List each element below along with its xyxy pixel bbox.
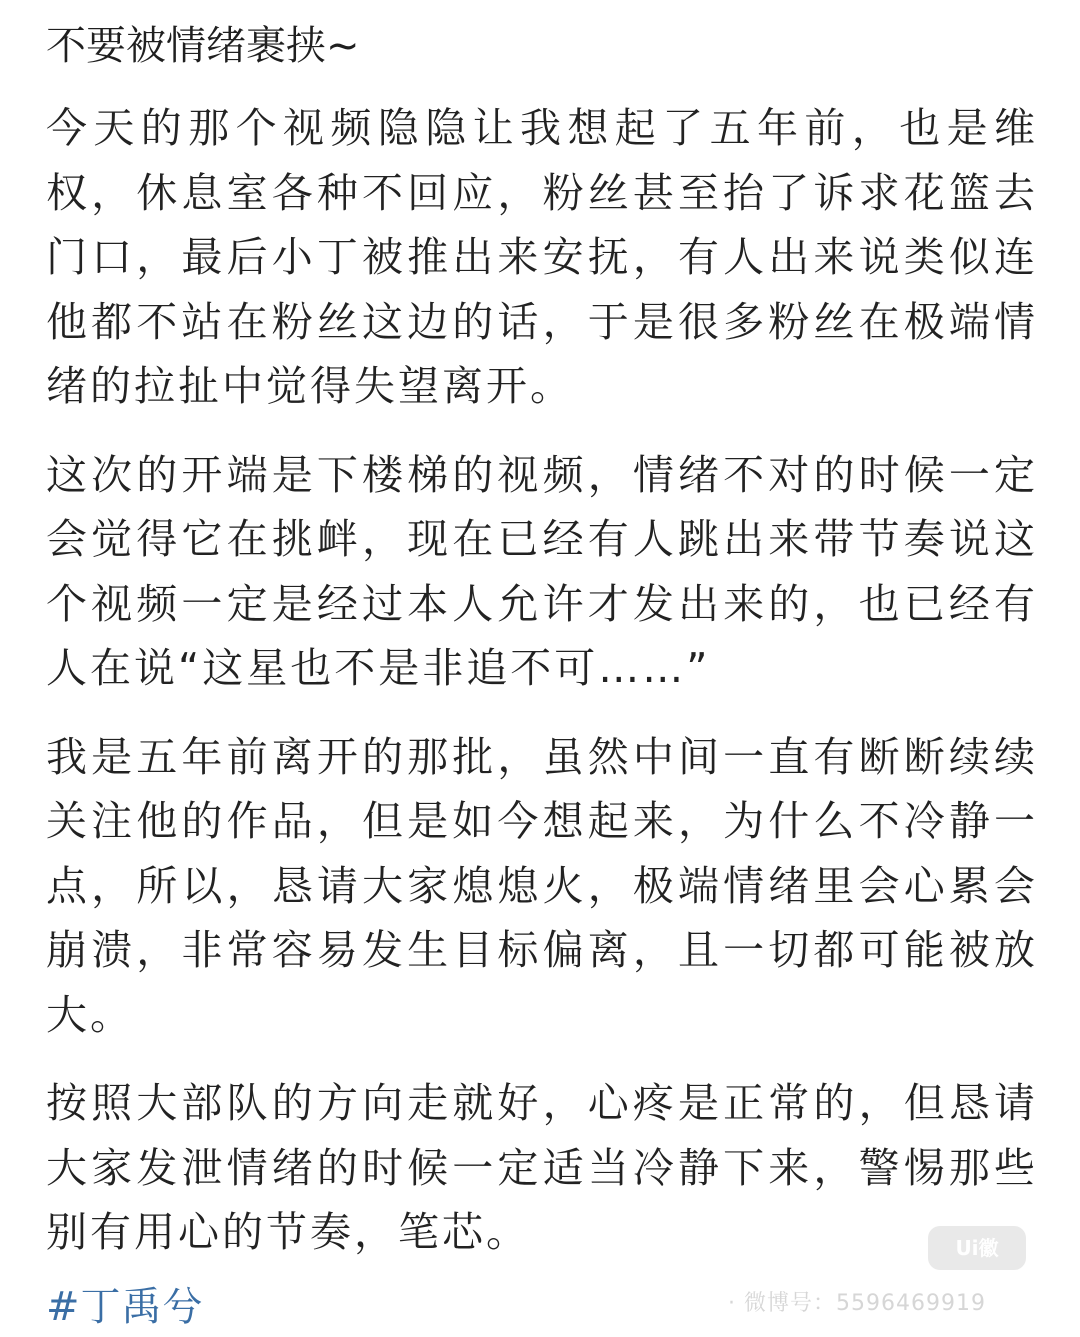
watermark-id: · 微博号：5596469919 xyxy=(728,1291,986,1316)
post-title: 不要被情绪裹挟~ xyxy=(46,23,360,69)
post-paragraph: 今天的那个视频隐隐让我想起了五年前，也是维权，休息室各种不回应，粉丝甚至抬了诉求花篮去门口，最后小丁被推出来安抚，有人出来说类似连他都不站在粉丝这边的话，于是很多粉丝在极端情绪的拉扯中觉得失望离开。 xyxy=(46,104,1038,410)
post-container xyxy=(46,18,1038,1337)
hashtag-link[interactable]: #丁禹兮 xyxy=(46,1283,204,1330)
post-paragraph: 这次的开端是下楼梯的视频，情绪不对的时候一定会觉得它在挑衅，现在已经有人跳出来带节奏说这个视频一定是经过本人允许才发出来的，也已经有人在说“这星也不是非追不可……” xyxy=(46,450,1038,692)
watermark-logo: Ui徽 xyxy=(928,1226,1026,1270)
post-paragraph: 我是五年前离开的那批，虽然中间一直有断断续续关注他的作品，但是如今想起来，为什么不冷静一点，所以，恳请大家熄熄火，极端情绪里会心累会崩溃，非常容易发生目标偏离，且一切都可能被放大。 xyxy=(46,732,1038,1039)
post-paragraph: 按照大部队的方向走就好，心疼是正常的，但恳请大家发泄情绪的时候一定适当冷静下来，警惕那些别有用心的节奏，笔芯。 xyxy=(46,1079,1038,1256)
